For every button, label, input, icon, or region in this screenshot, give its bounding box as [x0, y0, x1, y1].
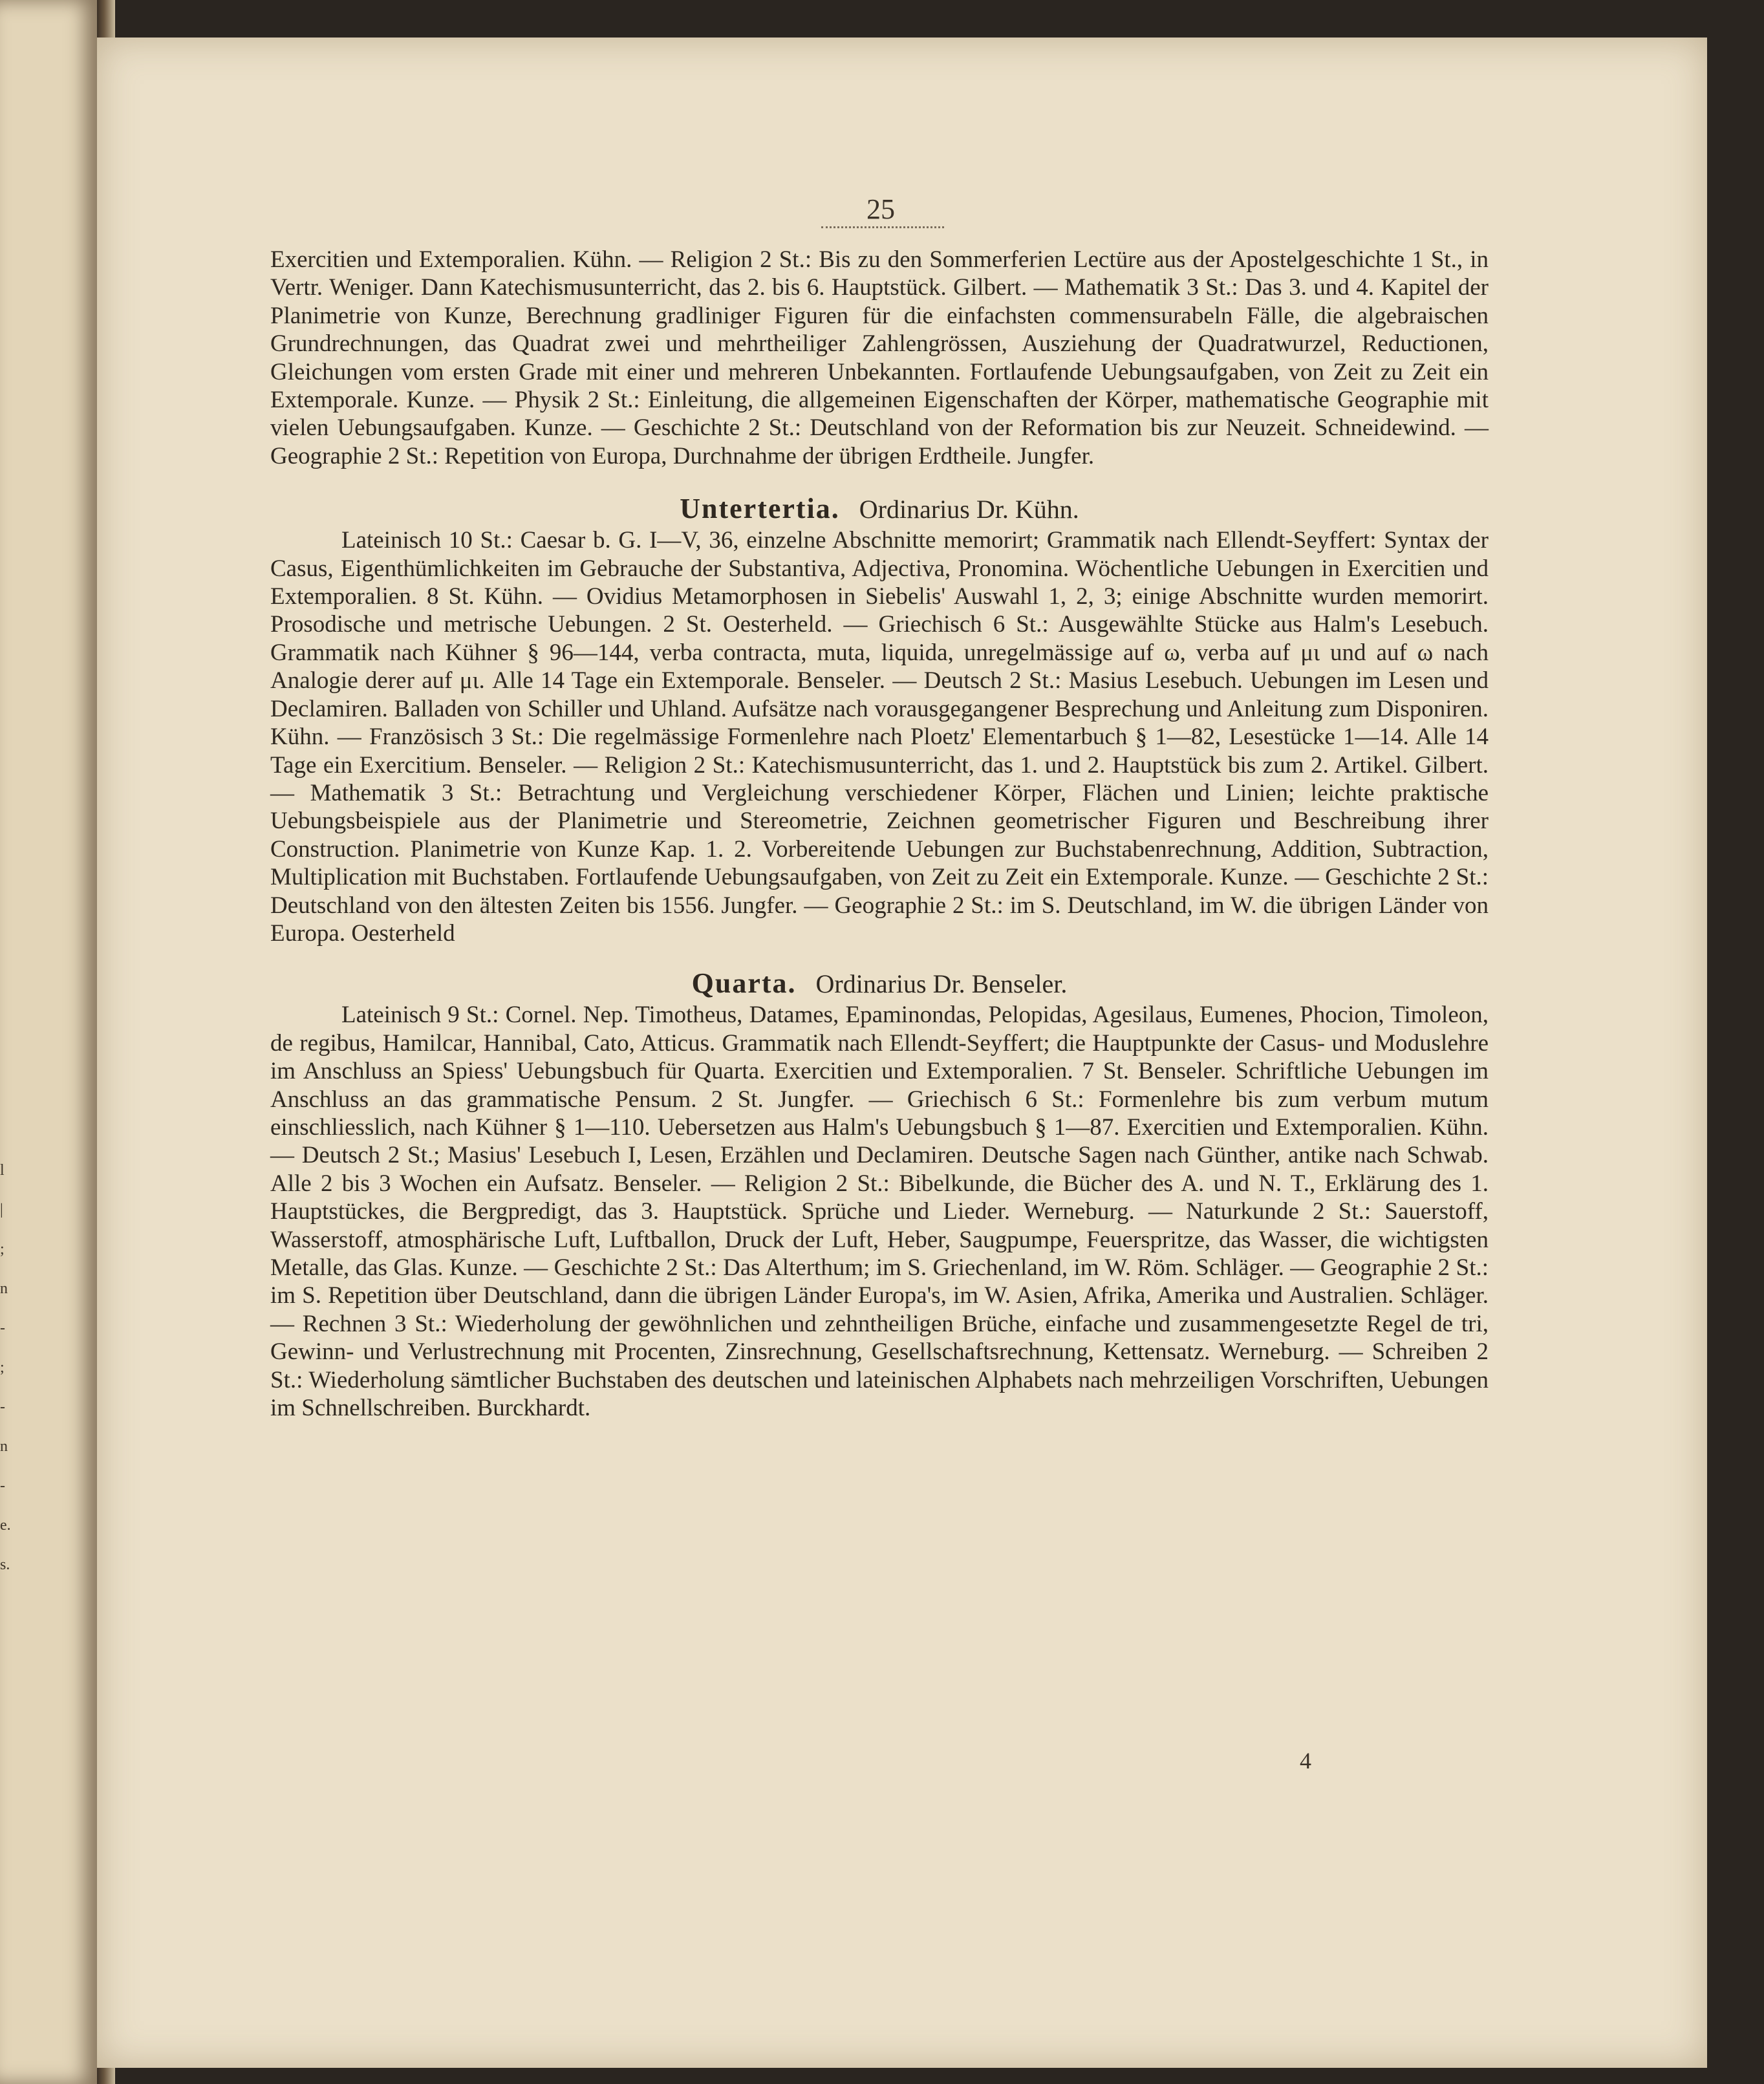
section-ordinarius: Ordinarius Dr. Benseler. — [815, 969, 1068, 999]
margin-mark: ; — [0, 1241, 5, 1258]
margin-mark: n — [0, 1438, 8, 1455]
section-heading-untertertia — [270, 492, 1489, 526]
margin-mark: s. — [0, 1556, 10, 1573]
section-body-untertertia: Lateinisch 10 St.: Caesar b. G. I—V, 36, einzelne Abschnitte memorirt; Grammatik nach Ellendt-Seyffert: Syntax der Casus, Eigenthümlichkeiten im Gebrauche der Substantiva, Adjectiva, Pronomina. Wöchentliche Uebungen in Exercitien und Extemporalien. 8 St. Kühn. — Ovidius Metamorphosen in Siebelis' Auswahl 1, 2, 3; einige Abschnitte wurden memorirt. Prosodische und metrische Uebungen. 2 St. Oesterheld. — Griechisch 6 St.: Ausgewählte Stücke aus Halm's Lesebuch. Grammatik nach Kühner § 96—144, verba contracta, muta, liquida, unregelmässige auf ω, verba auf μι und auf ω nach Analogie derer auf μι. Alle 14 Tage ein Extemporale. Benseler. — Deutsch 2 St.: Masius Lesebuch. Uebungen im Lesen und Declamiren. Balladen von Schiller und Uhland. Aufsätze nach vorausgegangener Besprechung und Anleitung zum Disponiren. Kühn. — Französisch 3 St.: Die regelmässige Formenlehre nach Ploetz' Elementarbuch § 1—82, Lesestücke 1—14. Alle 14 Tage ein Exercitium. Benseler. — Religion 2 St.: Katechismusunterricht, das 1. und 2. Hauptstück bis zum 2. Artikel. Gilbert. — Mathematik 3 St.: Betrachtung und Vergleichung verschiedener Körper, Flächen und Linien; leichte praktische Uebungsbeispiele aus der Planimetrie und Stereometrie, Zeichnen geometrischer Figuren und Beschreibung ihrer Construction. Planimetrie von Kunze Kap. 1. 2. Vorbereitende Uebungen zur Buchstabenrechnung, Addition, Subtraction, Multiplication mit Buchstaben. Fortlaufende Uebungsaufgaben, von Zeit zu Zeit ein Extemporale. Kunze. — Geschichte 2 St.: Deutschland von den ältesten Zeiten bis 1556. Jungfer. — Geographie 2 St.: im S. Deutschland, im W. die übrigen Länder von Europa. Oesterheld — [270, 527, 1489, 947]
margin-mark: | — [0, 1201, 3, 1218]
facing-page-edge — [0, 0, 97, 2084]
signature-mark: 4 — [1300, 1748, 1311, 1774]
margin-mark: e. — [0, 1517, 11, 1534]
margin-mark: l — [0, 1162, 5, 1179]
margin-mark: - — [0, 1477, 5, 1494]
section-ordinarius: Ordinarius Dr. Kühn. — [859, 495, 1079, 524]
section-body-quarta: Lateinisch 9 St.: Cornel. Nep. Timotheus, Datames, Epaminondas, Pelopidas, Agesilaus, Eumenes, Phocion, Timoleon, de regibus, Hamilcar, Hannibal, Cato, Atticus. Grammatik nach Ellendt-Seyffert; die Hauptpunkte der Casus- und Moduslehre im Anschluss an Spiess' Uebungsbuch für Quarta. Exercitien und Extemporalien. 7 St. Benseler. Schriftliche Uebungen im Anschluss an das grammatische Pensum. 2 St. Jungfer. — Griechisch 6 St.: Formenlehre bis zum verbum mutum einschliesslich, nach Kühner § 1—110. Uebersetzen aus Halm's Uebungsbuch § 1—87. Exercitien und Extemporalien. Kühn. — Deutsch 2 St.; Masius' Lesebuch I, Lesen, Erzählen und Declamiren. Deutsche Sagen nach Günther, antike nach Schwab. Alle 2 bis 3 Wochen ein Aufsatz. Benseler. — Religion 2 St.: Bibelkunde, die Bücher des A. und N. T., Erklärung des 1. Hauptstückes, die Bergpredigt, das 3. Hauptstück. Sprüche und Lieder. Werneburg. — Naturkunde 2 St.: Sauerstoff, Wasserstoff, atmosphärische Luft, Luftballon, Druck der Luft, Heber, Saugpumpe, Feuerspritze, das Wasser, die wichtigsten Metalle, das Glas. Kunze. — Geschichte 2 St.: Das Alterthum; im S. Griechenland, im W. Röm. Schläger. — Geographie 2 St.: im S. Repetition über Deutschland, dann die übrigen Länder Europa's, im W. Asien, Afrika, Amerika und Australien. Schläger. — Rechnen 3 St.: Wiederholung der gewöhnlichen und zehntheiligen Brüche, einfache und zusammengesetzte Regel de tri, Gewinn- und Verlustrechnung mit Procenten, Zinsrechnung, Gesellschaftsrechnung, Kettensatz. Werneburg. — Schreiben 2 St.: Wiederholung sämtlicher Buchstaben des deutschen und lateinischen Alphabets nach mehrzeiligen Vorschriften, Uebungen im Schnellschreiben. Burckhardt. — [270, 1002, 1489, 1422]
section-heading-quarta — [270, 967, 1489, 1001]
section-title: Untertertia. — [680, 493, 840, 525]
margin-mark: n — [0, 1280, 8, 1297]
section-title: Quarta. — [691, 967, 797, 1000]
page-content — [270, 246, 1489, 1422]
page-number: 25 — [866, 193, 895, 225]
intro-paragraph: Exercitien und Extemporalien. Kühn. — Religion 2 St.: Bis zu den Sommerferien Lectüre aus der Apostelgeschichte 1 St., in Vertr. Weniger. Dann Katechismusunterricht, das 2. bis 6. Hauptstück. Gilbert. — Mathematik 3 St.: Das 3. und 4. Kapitel der Planimetrie von Kunze, Berechnung gradliniger Figuren für die einfachsten commensurabeln Fälle, die algebraischen Grundrechnungen, das Quadrat zwei und mehrtheiliger Zahlengrössen, Ausziehung der Quadratwurzel, Reductionen, Gleichungen vom ersten Grade mit einer und mehreren Unbekannten. Fortlaufende Uebungsaufgaben, von Zeit zu Zeit ein Extemporale. Kunze. — Physik 2 St.: Einleitung, die allgemeinen Eigenschaften der Körper, mathematische Geographie mit vielen Uebungsaufgaben. Kunze. — Geschichte 2 St.: Deutschland von der Reformation bis zur Neuzeit. Schneidewind. — Geographie 2 St.: Repetition von Europa, Durchnahme der übrigen Erdtheile. Jungfer. — [270, 246, 1489, 469]
page-number-ornament — [821, 220, 944, 228]
margin-mark: - — [0, 1320, 5, 1337]
facing-page-margin-marks — [0, 1151, 26, 1585]
margin-mark: ; — [0, 1359, 5, 1376]
margin-mark: - — [0, 1399, 5, 1415]
